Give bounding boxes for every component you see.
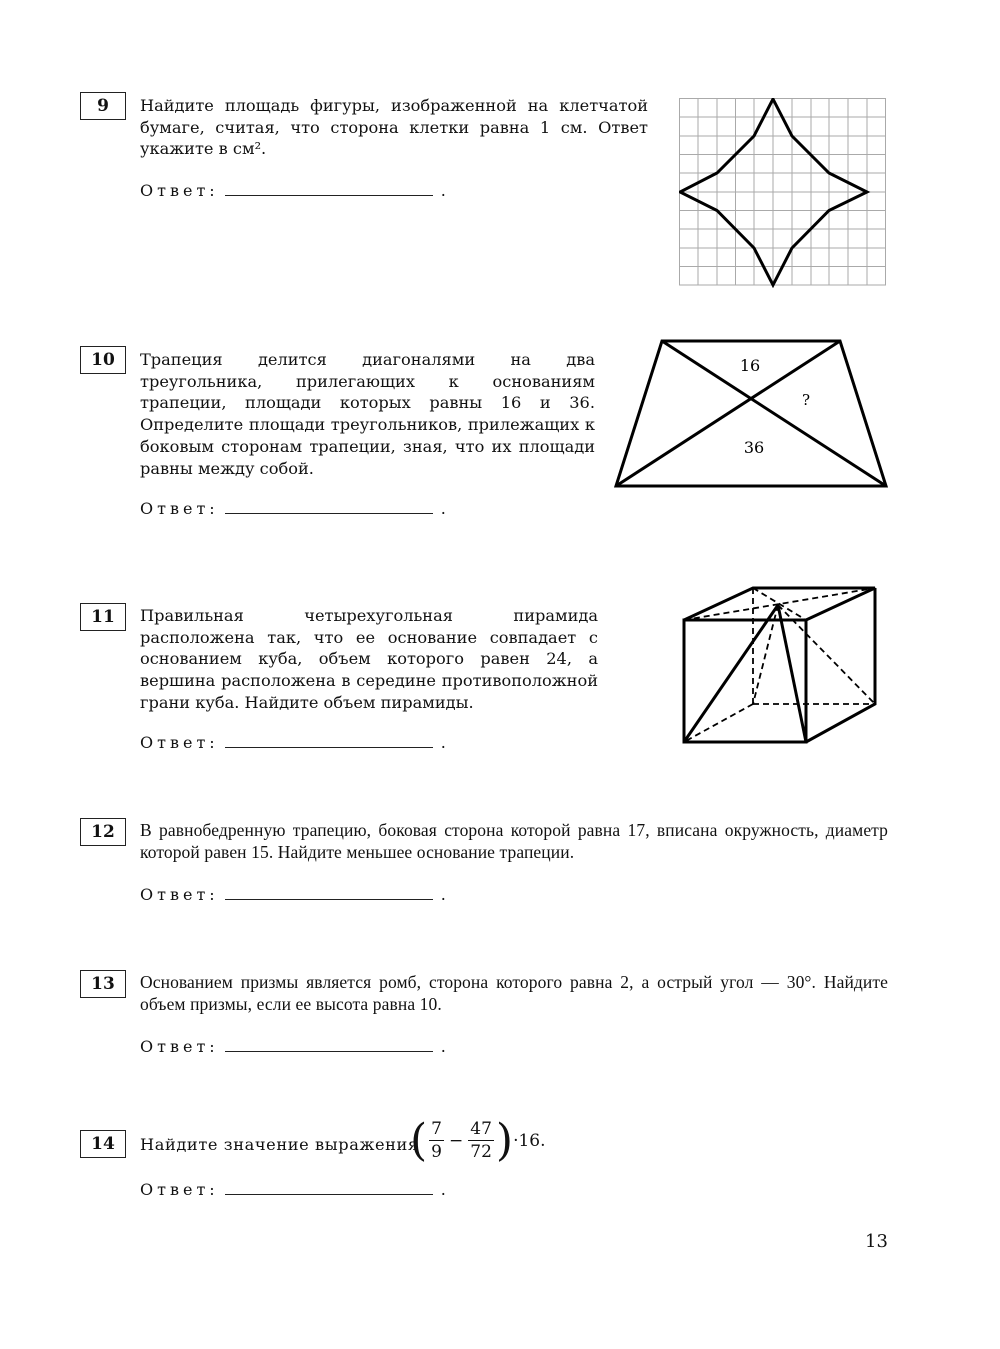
task-number-box: 13 bbox=[80, 970, 126, 998]
answer-label: Ответ: bbox=[140, 885, 219, 904]
multiplier: ·16. bbox=[513, 1130, 546, 1151]
math-expression bbox=[410, 1114, 546, 1166]
answer-line[interactable] bbox=[225, 733, 433, 748]
task-number-box: 9 bbox=[80, 92, 126, 120]
grid-star-figure bbox=[679, 98, 888, 288]
task-text: Трапеция делится диагоналями на два треугольника, прилегающих к основаниям трапеции, площади которых равны 16 и 36. Определите площади треугольников, прилежащих к боковым сторонам трапеции, зная, что их площади равны между собой. bbox=[140, 350, 595, 478]
close-paren: ) bbox=[495, 1114, 514, 1166]
answer-field[interactable]: Ответ: . bbox=[140, 733, 446, 752]
task-number-box: 14 bbox=[80, 1130, 126, 1158]
fraction-2: $\frac{47}{72}$ bbox=[470, 1119, 492, 1162]
area-label-unknown: ? bbox=[801, 391, 811, 409]
answer-label: Ответ: bbox=[140, 181, 219, 200]
minus-sign: − bbox=[449, 1130, 464, 1151]
task-number-box: 10 bbox=[80, 346, 126, 374]
task-text: В равнобедренную трапецию, боковая сторона которой равна 17, вписана окружность, диаметр которой равен 15. Найдите меньшее основание трапеции. bbox=[140, 820, 888, 862]
task-number-box: 12 bbox=[80, 818, 126, 846]
cube-pyramid-figure bbox=[675, 580, 885, 750]
answer-label: Ответ: bbox=[140, 499, 219, 518]
answer-line[interactable] bbox=[225, 1180, 433, 1195]
fraction-1: $\frac{7}{9}$ bbox=[431, 1119, 442, 1162]
answer-label: Ответ: bbox=[140, 1180, 219, 1199]
area-label-top: 16 bbox=[739, 356, 761, 375]
answer-line[interactable] bbox=[225, 499, 433, 514]
open-paren: ( bbox=[410, 1114, 428, 1166]
answer-line[interactable] bbox=[225, 885, 433, 900]
task-text: Найдите площадь фигуры, изображенной на клетчатой бумаге, считая, что сторона клетки равна 1 см. Ответ укажите в см². bbox=[140, 96, 648, 159]
answer-line[interactable] bbox=[225, 181, 433, 196]
answer-field[interactable]: Ответ: . bbox=[140, 1180, 446, 1199]
task-text: Правильная четырехугольная пирамида расположена так, что ее основание совпадает с основанием куба, объем которого равен 24, а вершина расположена в середине противоположной грани куба. Найдите объем пирамиды. bbox=[140, 606, 598, 712]
answer-label: Ответ: bbox=[140, 733, 219, 752]
answer-field[interactable]: Ответ: . bbox=[140, 181, 446, 200]
answer-field[interactable]: Ответ: . bbox=[140, 1037, 446, 1056]
answer-line[interactable] bbox=[225, 1037, 433, 1052]
area-label-bottom: 36 bbox=[743, 438, 765, 457]
answer-label: Ответ: bbox=[140, 1037, 219, 1056]
answer-field[interactable]: Ответ: . bbox=[140, 885, 446, 904]
answer-field[interactable]: Ответ: . bbox=[140, 499, 446, 518]
trapezoid-diagonals-figure bbox=[610, 335, 895, 495]
page-number: 13 bbox=[865, 1231, 888, 1252]
task-text: Найдите значение выражения bbox=[140, 1135, 419, 1154]
task-number-box: 11 bbox=[80, 603, 126, 631]
task-text: Основанием призмы является ромб, сторона которого равна 2, а острый угол — 30°. Найдите объем призмы, если ее высота равна 10. bbox=[140, 972, 888, 1014]
